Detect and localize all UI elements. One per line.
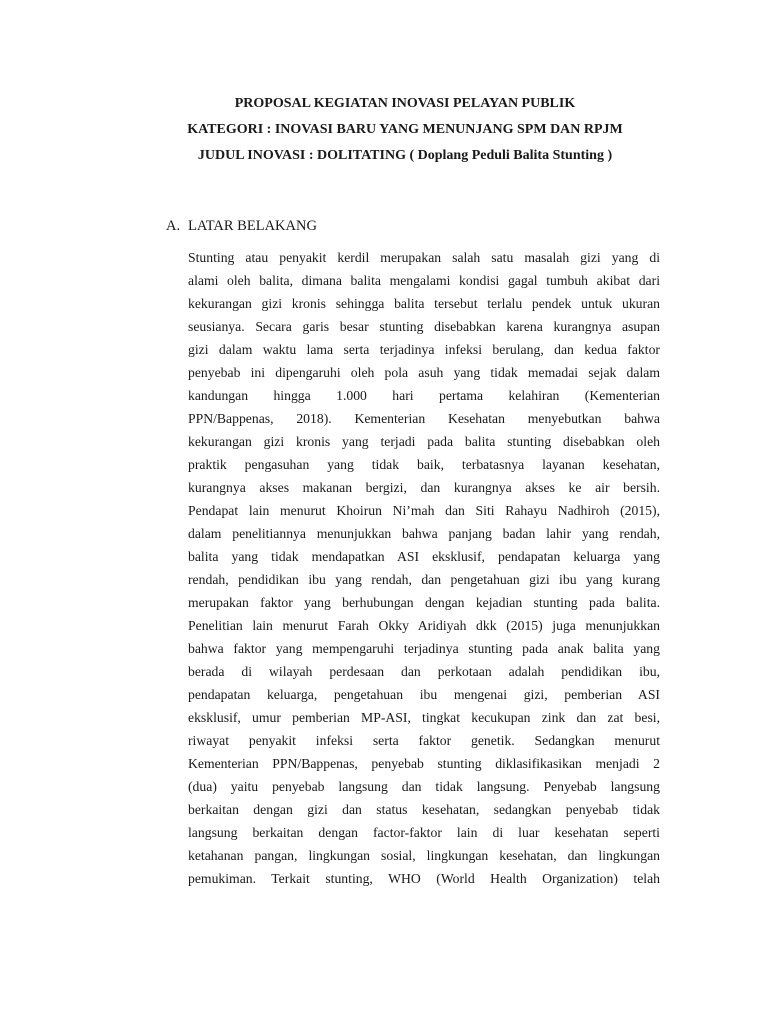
paragraph-line: praktik pengasuhan yang tidak baik, terbatasnya layanan kesehatan, [188, 457, 660, 472]
paragraph-line: Penelitian lain menurut Farah Okky Aridiyah dkk (2015) juga menunjukkan [188, 618, 660, 633]
section-title: LATAR BELAKANG [188, 218, 317, 234]
innovation-title-line: JUDUL INOVASI : DOLITATING ( Doplang Peduli Balita Stunting ) [197, 148, 613, 163]
paragraph-line: pendapatan keluarga, pengetahuan ibu mengenai gizi, pemberian ASI [188, 687, 660, 702]
paragraph-line: gizi dalam waktu lama serta terjadinya infeksi berulang, dan kedua faktor [188, 342, 660, 357]
paragraph-line: berada di wilayah perdesaan dan perkotaan adalah pendidikan ibu, [188, 664, 660, 679]
paragraph-line: bahwa faktor yang mempengaruhi terjadinya stunting pada anak balita yang [188, 641, 660, 656]
paragraph-line: balita yang tidak mendapatkan ASI eksklusif, pendapatan keluarga yang [188, 549, 660, 564]
document-header [150, 91, 660, 169]
paragraph-line: PPN/Bappenas, 2018). Kementerian Kesehatan menyebutkan bahwa [188, 411, 660, 426]
paragraph-line: kandungan hingga 1.000 hari pertama kelahiran (Kementerian [188, 388, 660, 403]
paragraph-line: rendah, pendidikan ibu yang rendah, dan pengetahuan gizi ibu yang kurang [188, 572, 660, 587]
proposal-title: PROPOSAL KEGIATAN INOVASI PELAYAN PUBLIK [234, 96, 576, 111]
paragraph-line: kurangnya akses makanan bergizi, dan kurangnya akses ke air bersih. [188, 480, 660, 495]
section-heading-latar-belakang [166, 214, 317, 238]
paragraph-line: langsung berkaitan dengan factor-faktor lain di luar kesehatan seperti [188, 825, 660, 840]
paragraph-line: penyebab ini dipengaruhi oleh pola asuh yang tidak memadai sejak dalam [188, 365, 660, 380]
section-marker: A. [166, 218, 181, 234]
paragraph-line: Pendapat lain menurut Khoirun Ni’mah dan Siti Rahayu Nadhiroh (2015), [188, 503, 660, 518]
paragraph-line: kekurangan gizi kronis sehingga balita tersebut terlalu pendek untuk ukuran [188, 296, 660, 311]
paragraph-line: seusianya. Secara garis besar stunting disebabkan karena kurangnya asupan [188, 319, 660, 334]
paragraph-line: berkaitan dengan gizi dan status kesehatan, sedangkan penyebab tidak [188, 802, 660, 817]
paragraph-line: (dua) yaitu penyebab langsung dan tidak langsung. Penyebab langsung [188, 779, 660, 794]
paragraph-line: eksklusif, umur pemberian MP-ASI, tingkat kecukupan zink dan zat besi, [188, 710, 660, 725]
paragraph-line: kekurangan gizi kronis yang terjadi pada balita stunting disebabkan oleh [188, 434, 660, 449]
category-line: KATEGORI : INOVASI BARU YANG MENUNJANG SPM DAN RPJM [187, 122, 623, 137]
paragraph-line: riwayat penyakit infeksi serta faktor genetik. Sedangkan menurut [188, 733, 660, 748]
paragraph-line: alami oleh balita, dimana balita mengalami kondisi gagal tumbuh akibat dari [188, 273, 660, 288]
paragraph-line: Kementerian PPN/Bappenas, penyebab stunting diklasifikasikan menjadi 2 [188, 756, 660, 771]
paragraph-line: pemukiman. Terkait stunting, WHO (World Health Organization) telah [188, 871, 660, 886]
paragraph-line: dalam penelitiannya menunjukkan bahwa panjang badan lahir yang rendah, [188, 526, 660, 541]
paragraph-line: ketahanan pangan, lingkungan sosial, lingkungan kesehatan, dan lingkungan [188, 848, 660, 863]
body-paragraph [188, 246, 660, 890]
paragraph-line: merupakan faktor yang berhubungan dengan kejadian stunting pada balita. [188, 595, 660, 610]
paragraph-line: Stunting atau penyakit kerdil merupakan salah satu masalah gizi yang di [188, 250, 660, 265]
